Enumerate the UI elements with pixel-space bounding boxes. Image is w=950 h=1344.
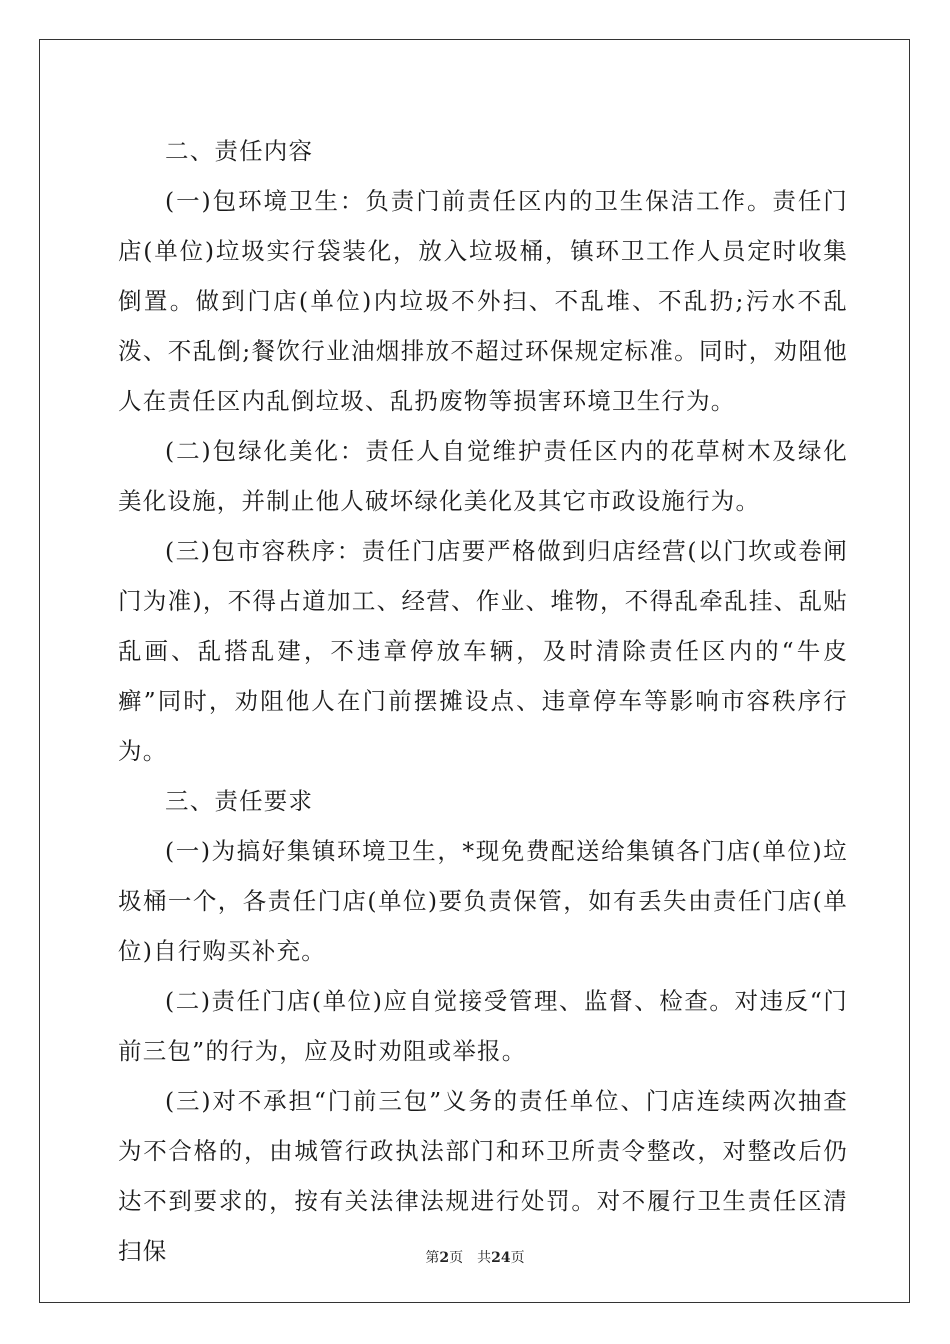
page-prefix: 第	[425, 1250, 440, 1266]
paragraph-trash-bin: (一)为搞好集镇环境卫生，*现免费配送给集镇各门店(单位)垃圾桶一个，各责任门店(单位)要负责保管，如有丢失由责任门店(单位)自行购买补充。	[118, 837, 848, 965]
paragraph-greening: (二)包绿化美化：责任人自觉维护责任区内的花草树木及绿化美化设施，并制止他人破坏绿化美化及其它市政设施行为。	[118, 437, 848, 515]
section-heading-responsibility-content: 二、责任内容	[165, 137, 314, 165]
page-suffix: 页	[510, 1250, 525, 1266]
document-body	[118, 126, 848, 1276]
page-current: 2	[439, 1250, 450, 1266]
paragraph-city-order: (三)包市容秩序：责任门店要严格做到归店经营(以门坎或卷闸门为准)，不得占道加工、经营、作业、堆物，不得乱牵乱挂、乱贴乱画、乱搭乱建，不违章停放车辆，及时清除责任区内的“牛皮癣”同时，劝阻他人在门前摆摊设点、违章停车等影响市容秩序行为。	[118, 537, 848, 765]
page-mid: 页 共	[449, 1250, 492, 1266]
page-footer	[0, 1247, 950, 1267]
paragraph-penalty: (三)对不承担“门前三包”义务的责任单位、门店连续两次抽查为不合格的，由城管行政执法部门和环卫所责令整改，对整改后仍达不到要求的，按有关法律法规进行处罚。对不履行卫生责任区清扫保	[118, 1087, 848, 1265]
page-total: 24	[491, 1250, 511, 1266]
paragraph-supervision: (二)责任门店(单位)应自觉接受管理、监督、检查。对违反“门前三包”的行为，应及时劝阻或举报。	[118, 987, 848, 1065]
section-heading-responsibility-requirements: 三、责任要求	[165, 787, 314, 815]
paragraph-environment-hygiene: (一)包环境卫生：负责门前责任区内的卫生保洁工作。责任门店(单位)垃圾实行袋装化，放入垃圾桶，镇环卫工作人员定时收集倒置。做到门店(单位)内垃圾不外扫、不乱堆、不乱扔;污水不乱泼、不乱倒;餐饮行业油烟排放不超过环保规定标准。同时，劝阻他人在责任区内乱倒垃圾、乱扔废物等损害环境卫生行为。	[118, 187, 848, 415]
